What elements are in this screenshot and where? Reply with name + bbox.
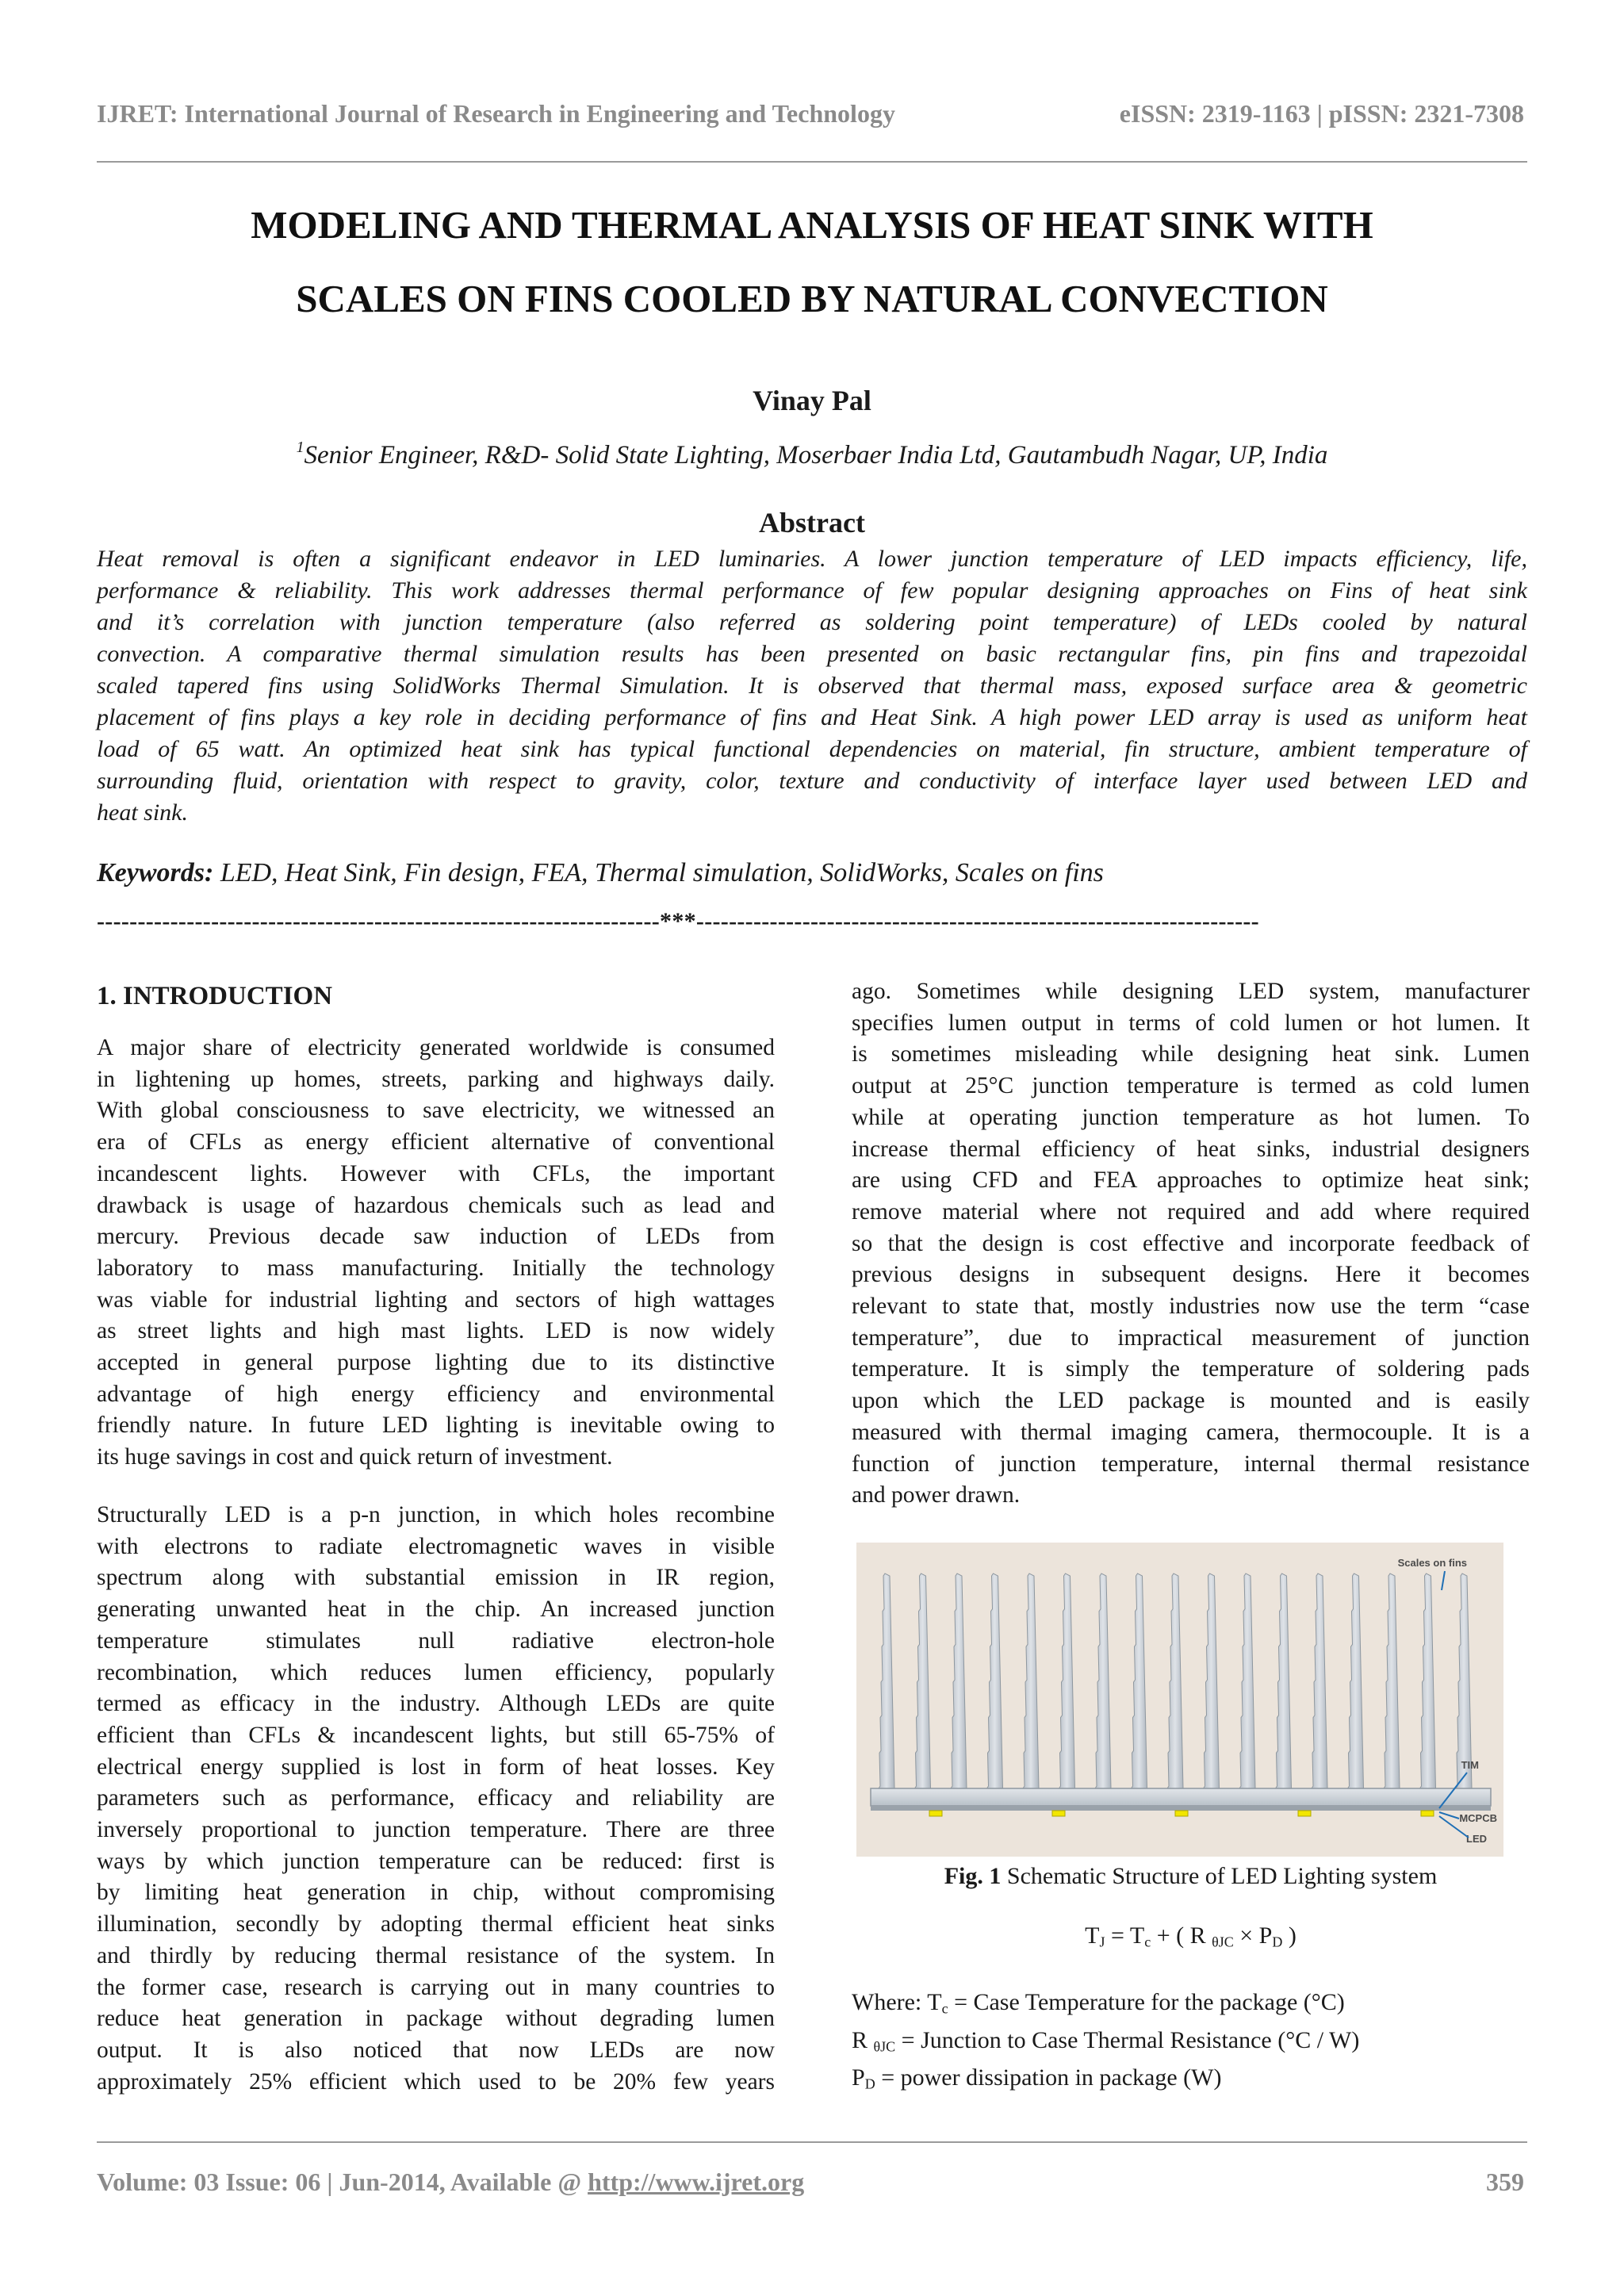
fin — [1132, 1573, 1147, 1788]
heat-sink-diagram — [856, 1543, 1503, 1857]
eq-sub-j: J — [1099, 1934, 1105, 1950]
caption-label: Fig. 1 — [944, 1863, 1002, 1889]
text-line: era of CFLs as energy efficient alternative of conventional — [97, 1129, 775, 1156]
def-sub: D — [864, 2076, 875, 2092]
text-line: with electrons to radiate electromagnetic waves in visible — [97, 1533, 775, 1559]
eq-sub-d: D — [1272, 1934, 1283, 1950]
mcpcb-layer — [871, 1806, 1491, 1811]
label-led: LED — [1466, 1833, 1487, 1845]
text-line: previous designs in subsequent designs. Here it becomes — [852, 1262, 1530, 1288]
page-number: 359 — [1486, 2168, 1524, 2196]
intro-paragraph-2 — [97, 1500, 775, 2098]
led-chip — [1052, 1811, 1065, 1816]
text-line: by limiting heat generation in chip, without compromising — [97, 1880, 775, 1906]
text-line: electrical energy supplied is lost in form of heat losses. Key — [97, 1754, 775, 1780]
eq-close: ) — [1282, 1922, 1297, 1949]
issn-header: eISSN: 2319-1163 | pISSN: 2321-7308 — [1119, 99, 1524, 128]
fin — [1384, 1573, 1400, 1788]
fins-group — [879, 1573, 1472, 1788]
junction-temperature-equation — [852, 1922, 1530, 1951]
header-rule — [97, 161, 1527, 163]
text-line: illumination, secondly by adopting thermal efficient heat sinks — [97, 1911, 775, 1938]
text-line: temperature. It is simply the temperature of soldering pads — [852, 1356, 1530, 1382]
caption-text: Schematic Structure of LED Lighting system — [1001, 1863, 1438, 1889]
text-line: so that the design is cost effective and incorporate feedback of — [852, 1230, 1530, 1256]
label-tim: TIM — [1461, 1759, 1479, 1771]
text-line: reduce heat generation in package without degrading lumen — [97, 2006, 775, 2032]
abstract-line: placement of fins plays a key role in deciding performance of fins and Heat Sink. A high power LED array is used as uniform heat — [97, 704, 1527, 730]
text-line: measured with thermal imaging camera, thermocouple. It is a — [852, 1419, 1530, 1445]
abstract-line: heat sink. — [97, 799, 188, 826]
leds-group — [929, 1811, 1434, 1816]
keywords-label: Keywords: — [97, 858, 214, 887]
journal-link[interactable]: http://www.ijret.org — [588, 2168, 805, 2196]
arrow-scales — [1442, 1571, 1445, 1590]
footer-volume — [97, 2168, 804, 2197]
footer-rule — [97, 2141, 1527, 2143]
text-line: termed as efficacy in the industry. Although LEDs are quite — [97, 1691, 775, 1717]
text-line: laboratory to mass manufacturing. Initially the technology — [97, 1255, 775, 1281]
text-line: in lightening up homes, streets, parking and highways daily. — [97, 1066, 775, 1092]
text-line: approximately 25% efficient which used to be 20% few years — [97, 2068, 775, 2095]
eq-sub-theta: θJC — [1212, 1934, 1234, 1950]
fin — [1239, 1573, 1255, 1788]
abstract-line: surrounding fluid, orientation with respect to gravity, color, texture and conductivity of interface layer used between LED and — [97, 768, 1527, 794]
text-line: while at operating junction temperature as hot lumen. To — [852, 1104, 1530, 1130]
fin — [1348, 1573, 1364, 1788]
abstract-line: convection. A comparative thermal simulation results has been presented on basic rectangular fins, pin fins and trapezoidal — [97, 641, 1527, 667]
text-line: is sometimes misleading while designing heat sink. Lumen — [852, 1041, 1530, 1068]
text-line: efficient than CFLs & incandescent lights, but still 65-75% of — [97, 1722, 775, 1748]
def-text: P — [852, 2064, 865, 2091]
text-line: output at 25°C junction temperature is termed as cold lumen — [852, 1073, 1530, 1099]
text-line: incandescent lights. However with CFLs, the important — [97, 1160, 775, 1186]
label-mcpcb: MCPCB — [1459, 1812, 1497, 1824]
abstract-line: Heat removal is often a significant endeavor in LED luminaries. A lower junction temperature of LED impacts efficiency, life, — [97, 546, 1527, 572]
text-line: and thirdly by reducing thermal resistance of the system. In — [97, 1942, 775, 1968]
fin — [1023, 1573, 1039, 1788]
text-line: parameters such as performance, efficacy and reliability are — [97, 1785, 775, 1811]
text-line: specifies lumen output in terms of cold lumen or hot lumen. It — [852, 1010, 1530, 1036]
fin — [1204, 1573, 1220, 1788]
text-line: are using CFD and FEA approaches to optimize heat sink; — [852, 1167, 1530, 1194]
text-line: mercury. Previous decade saw induction of LEDs from — [97, 1224, 775, 1250]
text-line: its huge savings in cost and quick return of investment. — [97, 1444, 613, 1470]
text-line: recombination, which reduces lumen efficiency, popularly — [97, 1659, 775, 1685]
fin — [1059, 1573, 1075, 1788]
equation-definitions — [852, 1987, 1359, 2100]
text-line: as street lights and high mast lights. LED is now widely — [97, 1318, 775, 1344]
def-text: = Junction to Case Thermal Resistance (°C / W) — [895, 2026, 1360, 2053]
definition-pd — [852, 2062, 1359, 2100]
def-text: Where: T — [852, 1989, 942, 2015]
fin — [915, 1573, 931, 1788]
eq-equals: = T — [1105, 1922, 1145, 1949]
text-line: A major share of electricity generated worldwide is consumed — [97, 1035, 775, 1060]
fin — [1312, 1573, 1327, 1788]
text-line: was viable for industrial lighting and sectors of high wattages — [97, 1286, 775, 1313]
affiliation-mark: 1 — [296, 439, 304, 456]
figure-caption — [852, 1863, 1530, 1890]
text-line: ago. Sometimes while designing LED system, manufacturer — [852, 979, 1530, 1004]
def-text: = Case Temperature for the package (°C) — [948, 1989, 1345, 2015]
text-line: the former case, research is carrying out in many countries to — [97, 1974, 775, 2000]
right-column-paragraph — [852, 976, 1530, 1512]
eq-plus: + ( R — [1151, 1922, 1212, 1949]
def-sub: c — [941, 2000, 948, 2017]
abstract-line: and it’s correlation with junction temperature (also referred as soldering point temperature) of LEDs cooled by natural — [97, 609, 1527, 635]
eq-times: × P — [1233, 1922, 1273, 1949]
text-line: advantage of high energy efficiency and environmental — [97, 1381, 775, 1407]
text-line: generating unwanted heat in the chip. An increased junction — [97, 1596, 775, 1623]
author-name: Vinay Pal — [753, 385, 871, 416]
keywords-text: LED, Heat Sink, Fin design, FEA, Thermal simulation, SolidWorks, Scales on fins — [213, 858, 1104, 887]
text-line: relevant to state that, mostly industries now use the term “case — [852, 1294, 1530, 1320]
eq-t: T — [1085, 1922, 1100, 1949]
text-line: friendly nature. In future LED lighting is inevitable owing to — [97, 1412, 775, 1439]
figure-heat-sink-schematic — [856, 1543, 1503, 1857]
fin — [1276, 1573, 1292, 1788]
def-text: R — [852, 2026, 874, 2053]
text-line: upon which the LED package is mounted and is easily — [852, 1388, 1530, 1414]
led-chip — [1421, 1811, 1434, 1816]
text-line: drawback is usage of hazardous chemicals such as lead and — [97, 1192, 775, 1218]
fin — [1420, 1573, 1436, 1788]
fin — [1095, 1573, 1111, 1788]
def-sub: θJC — [873, 2038, 896, 2054]
text-line: spectrum along with substantial emission in IR region, — [97, 1565, 775, 1591]
abstract-line: scaled tapered fins using SolidWorks Thermal Simulation. It is observed that thermal mass, exposed surface area & geometric — [97, 673, 1527, 699]
eq-sub-c: c — [1144, 1934, 1151, 1950]
text-line: temperature”, due to impractical measurement of junction — [852, 1324, 1530, 1351]
abstract-line: performance & reliability. This work addresses thermal performance of few popular designing approaches on Fins of heat sink — [97, 577, 1527, 604]
paper-title-line1: MODELING AND THERMAL ANALYSIS OF HEAT SINK WITH — [251, 203, 1373, 247]
heat-sink-base — [871, 1788, 1491, 1806]
journal-header: IJRET: International Journal of Research in Engineering and Technology — [97, 99, 895, 128]
text-line: ways by which junction temperature can be reduced: first is — [97, 1848, 775, 1874]
led-chip — [1298, 1811, 1311, 1816]
keywords — [97, 858, 1104, 888]
abstract-line: load of 65 watt. An optimized heat sink has typical functional dependencies on material, fin structure, ambient temperature of — [97, 736, 1527, 762]
led-chip — [929, 1811, 942, 1816]
fin — [987, 1573, 1003, 1788]
def-text: = power dissipation in package (W) — [875, 2064, 1222, 2091]
abstract-body — [97, 543, 1527, 829]
text-line: accepted in general purpose lighting due to its distinctive — [97, 1350, 775, 1376]
text-line: With global consciousness to save electricity, we witnessed an — [97, 1098, 775, 1124]
abstract-heading: Abstract — [759, 507, 865, 539]
fin — [1167, 1573, 1183, 1788]
author-affiliation — [0, 439, 1624, 470]
introduction-heading: 1. INTRODUCTION — [97, 982, 333, 1010]
label-scales-on-fins: Scales on fins — [1397, 1557, 1467, 1569]
text-line: and power drawn. — [852, 1482, 1021, 1508]
affiliation-text: Senior Engineer, R&D- Solid State Lighting, Moserbaer India Ltd, Gautambudh Nagar, UP, India — [304, 440, 1328, 470]
fin — [951, 1573, 967, 1788]
text-line: output. It is also noticed that now LEDs are now — [97, 2037, 775, 2063]
definition-tc — [852, 1987, 1359, 2025]
text-line: Structurally LED is a p-n junction, in which holes recombine — [97, 1502, 775, 1527]
text-line: remove material where not required and add where required — [852, 1198, 1530, 1225]
section-separator: ---------------------------------------------------------------------***--------------------------------------------------------------------- — [97, 908, 1259, 934]
text-line: function of junction temperature, internal thermal resistance — [852, 1451, 1530, 1477]
led-chip — [1175, 1811, 1188, 1816]
intro-paragraph-1 — [97, 1033, 775, 1474]
fin — [879, 1573, 894, 1788]
text-line: inversely proportional to junction temperature. There are three — [97, 1817, 775, 1843]
footer-text: Volume: 03 Issue: 06 | Jun-2014, Available @ — [97, 2168, 588, 2196]
fin — [1456, 1573, 1472, 1788]
paper-title-line2: SCALES ON FINS COOLED BY NATURAL CONVECTION — [296, 277, 1328, 320]
definition-rjc — [852, 2025, 1359, 2063]
text-line: temperature stimulates null radiative electron-hole — [97, 1627, 775, 1654]
text-line: increase thermal efficiency of heat sinks, industrial designers — [852, 1136, 1530, 1162]
